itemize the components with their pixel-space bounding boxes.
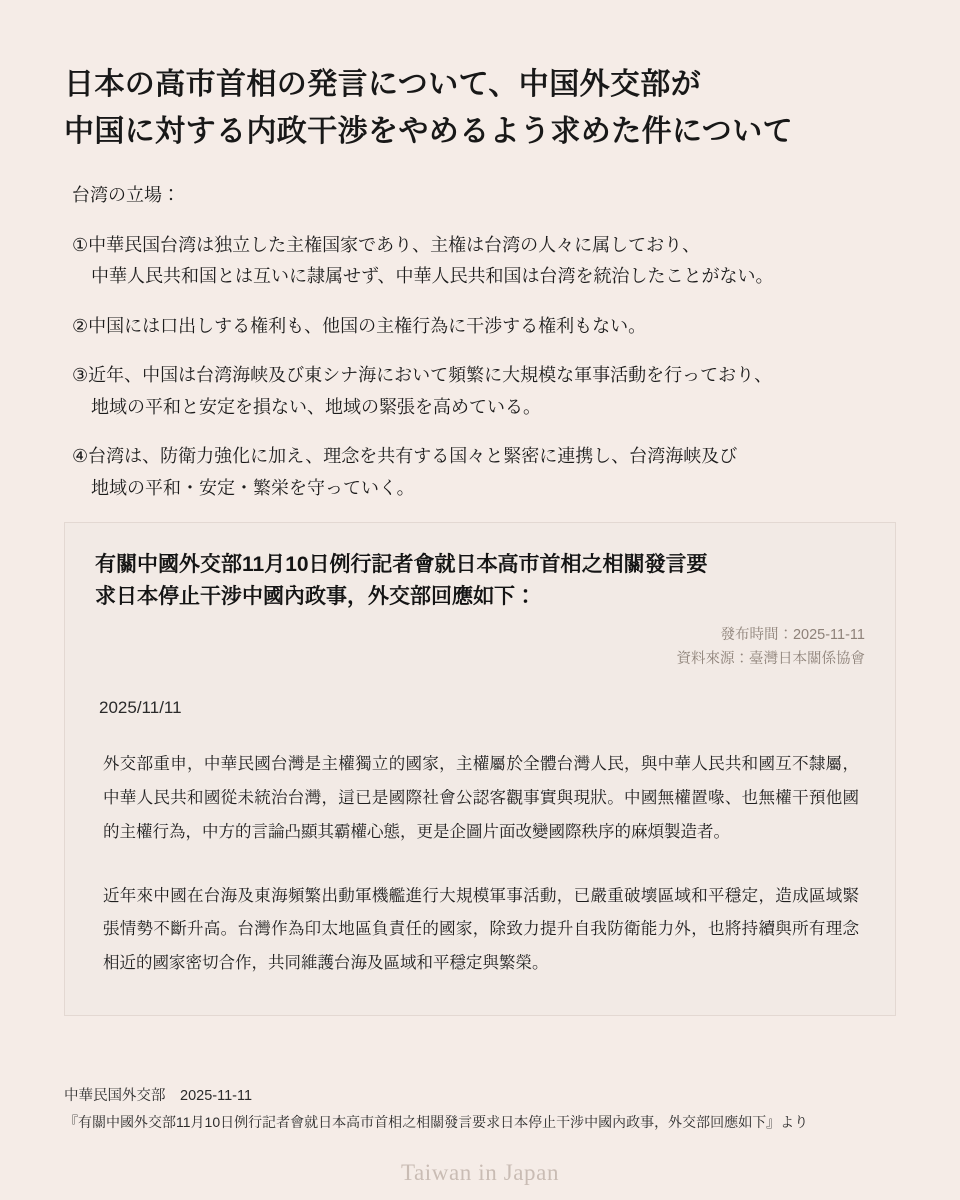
quoted-paragraph-2: 近年來中國在台海及東海頻繁出動軍機艦進行大規模軍事活動，已嚴重破壞區域和平穩定，造成區域緊張情勢不斷升高。台灣作為印太地區負責任的國家，除致力提升自我防衛能力外，也將持續與所有理念相近的國家密切合作，共同維護台海及區域和平穩定與繁榮。 (103, 886, 859, 973)
stance-point-4-line-2: 地域の平和・安定・繁栄を守っていく。 (91, 477, 415, 498)
source-citation-line-1: 中華民国外交部 2025-11-11 (64, 1088, 253, 1105)
quoted-title-line-2: 求日本停止干涉中國內政事，外交部回應如下： (95, 584, 536, 608)
quoted-title-line-1: 有關中國外交部11月10日例行記者會就日本高市首相之相關發言要 (95, 553, 708, 577)
page-title-line-2: 中国に対する内政干渉をやめるよう求めた件について (64, 114, 793, 148)
stance-point-1 (72, 230, 896, 293)
quoted-statement-meta (95, 624, 865, 672)
source-citation (64, 1084, 808, 1134)
publish-time: 發布時間：2025-11-11 (720, 627, 865, 644)
quoted-statement-title (95, 549, 865, 612)
page-title (64, 62, 896, 155)
stance-point-4 (72, 441, 896, 504)
stance-point-3-line-2: 地域の平和と安定を損ない、地域の緊張を高めている。 (91, 396, 541, 417)
quoted-statement-card (64, 522, 896, 1016)
source-organization: 資料來源：臺灣日本關係協會 (676, 651, 865, 668)
stance-point-2 (72, 311, 896, 343)
stance-point-1-line-1: ①中華民国台湾は独立した主権国家であり、主権は台湾の人々に属しており、 (72, 234, 701, 255)
stance-point-4-line-1: ④台湾は、防衛力強化に加え、理念を共有する国々と緊密に連携し、台湾海峡及び (72, 446, 738, 467)
source-citation-line-2: 『有關中國外交部11月10日例行記者會就日本高市首相之相關發言要求日本停止干涉中國內政事，外交部回應如下』より (64, 1113, 809, 1130)
quoted-statement-date: 2025/11/11 (99, 698, 182, 718)
page-title-line-1: 日本の高市首相の発言について、中国外交部が (64, 68, 702, 101)
stance-label: 台湾の立場： (72, 185, 180, 205)
stance-section (64, 181, 896, 504)
quoted-paragraph-1: 外交部重申，中華民國台灣是主權獨立的國家，主權屬於全體台灣人民，與中華人民共和國互不隸屬，中華人民共和國從未統治台灣，這已是國際社會公認客觀事實與現狀。中國無權置喙、也無權干預他國的主權行為，中方的言論凸顯其霸權心態，更是企圖片面改變國際秩序的麻煩製造者。 (103, 755, 859, 841)
stance-point-3-line-1: ③近年、中国は台湾海峡及び東シナ海において頻繁に大規模な軍事活動を行っており、 (72, 365, 773, 386)
stance-point-1-line-2: 中華人民共和国とは互いに隷属せず、中華人民共和国は台湾を統治したことがない。 (91, 266, 774, 287)
watermark: Taiwan in Japan (400, 1160, 560, 1185)
stance-point-3 (72, 360, 896, 423)
stance-point-2-line-1: ②中国には口出しする権利も、他国の主権行為に干渉する権利もない。 (72, 315, 647, 336)
